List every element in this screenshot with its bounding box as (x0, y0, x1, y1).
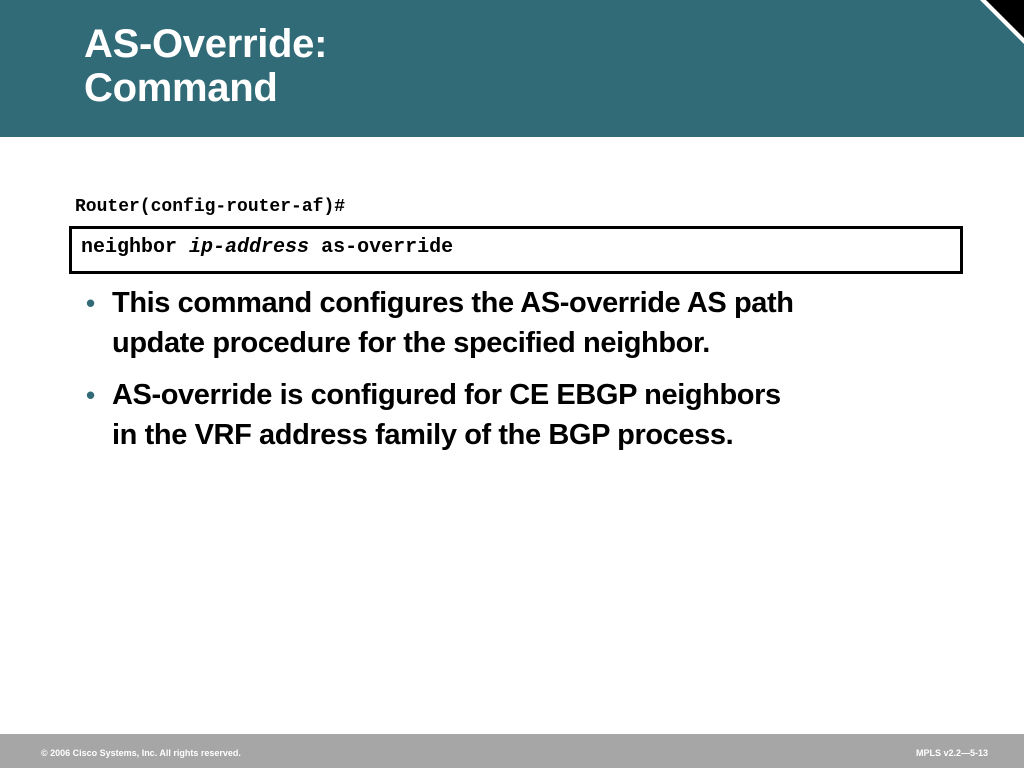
bullet-dot-icon: • (86, 288, 95, 318)
title-bar (0, 0, 1024, 137)
command-mode-prompt: Router(config-router-af)# (75, 197, 346, 217)
corner-triangle-icon (980, 0, 1024, 44)
bullet-line: update procedure for the specified neighbor. (112, 327, 710, 359)
bullet-line: in the VRF address family of the BGP process. (112, 419, 734, 451)
command-argument: ip-address (189, 236, 310, 259)
bullet-list (86, 283, 966, 467)
command-syntax-box (69, 226, 963, 274)
bullet-item (86, 283, 966, 363)
bullet-text (112, 375, 966, 455)
footer-bar (0, 734, 1024, 768)
slide-title (84, 22, 327, 110)
command-option: as-override (321, 236, 454, 259)
footer-course-code: MPLS v2.2—5-13 (915, 748, 988, 758)
command-keyword: neighbor (81, 236, 178, 259)
bullet-line: This command configures the AS-override AS path (112, 287, 794, 319)
bullet-dot-icon: • (86, 380, 95, 410)
bullet-text (112, 283, 966, 363)
slide-title-line-1: AS-Override: (84, 22, 328, 66)
footer-copyright: © 2006 Cisco Systems, Inc. All rights reserved. (41, 748, 241, 758)
slide-title-line-2: Command (84, 66, 278, 110)
bullet-line: AS-override is configured for CE EBGP neighbors (112, 379, 781, 411)
command-syntax (81, 236, 453, 260)
bullet-item (86, 375, 966, 455)
